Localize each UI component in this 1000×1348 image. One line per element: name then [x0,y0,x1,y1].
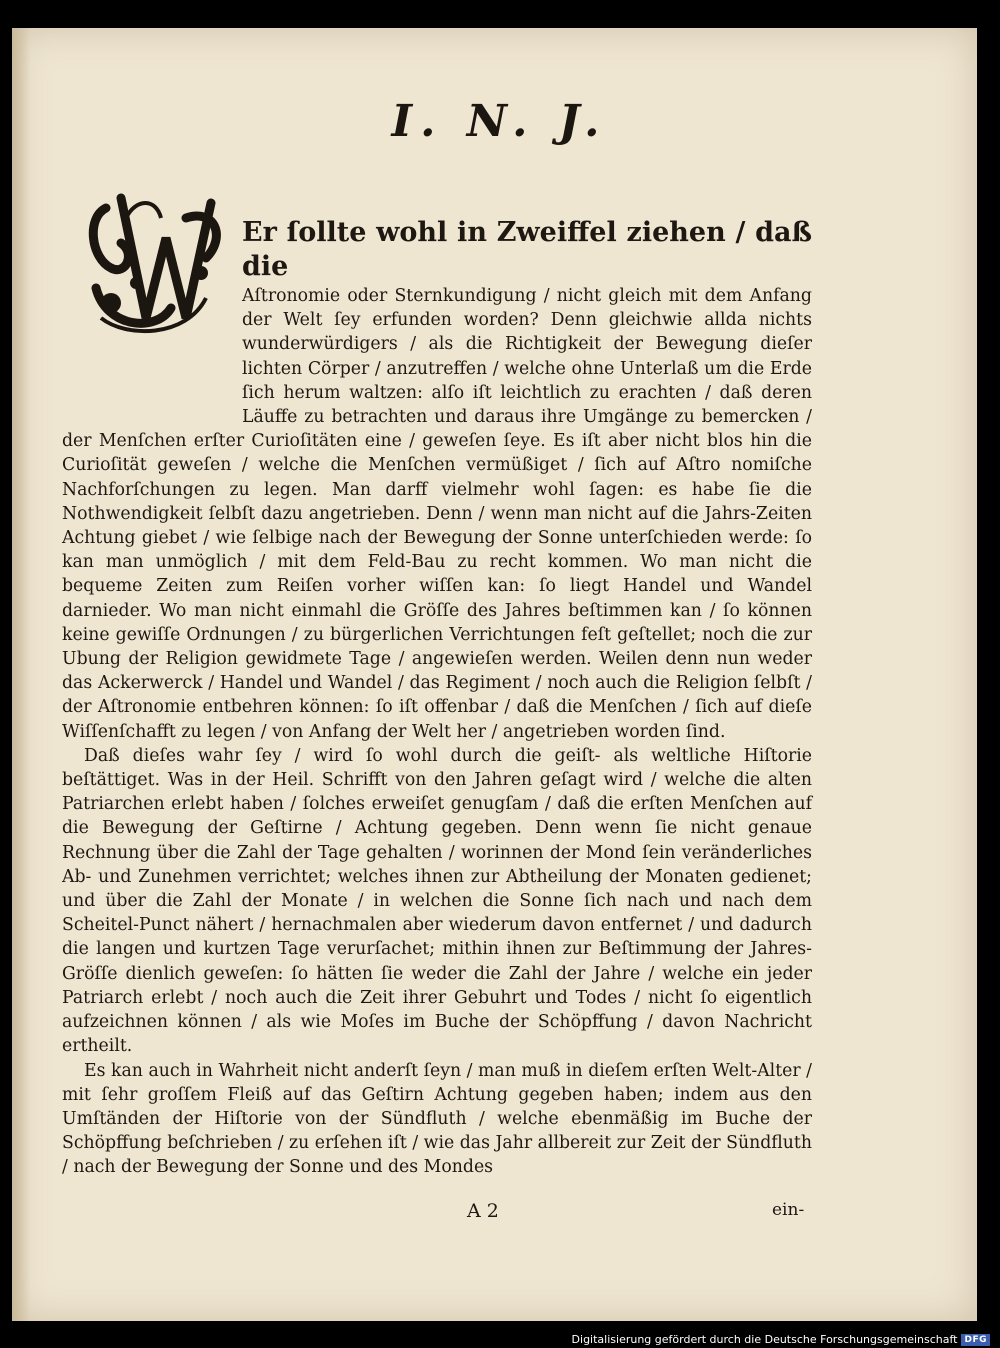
book-page [12,28,977,1321]
paragraph-1: Aſtronomie oder Sternkundigung / nicht gleich mit dem Anfang der Welt ſey erfunden worden? Denn gleichwie allda nichts wunderwürdigers / als die Richtigkeit der Bewegung dieſer lichten Cörper / anzutreffen / welche ohne Unterlaß um die Erde ſich herum waltzen: alſo iſt leichtlich zu erachten / daß deren Läuffe zu betrachten und daraus ihre Umgänge zu bemercken / der Menſchen erſter Curioſitäten eine / geweſen ſeye. Es iſt aber nicht blos hin die Curioſität geweſen / welche die Menſchen vermüßiget / ſich auf Aſtro nomiſche Nachforſchungen zu legen. Man darff vielmehr wohl ſagen: es habe ſie die Nothwendigkeit ſelbſt dazu angetrieben. Denn / wenn man nicht auf die Jahrs-Zeiten Achtung giebet / wie ſelbige nach der Bewegung der Sonne unterſchieden werde: ſo kan man unmöglich / mit dem Feld-Bau zu recht kommen. Wo man nicht die bequeme Zeiten zum Reiſen vorher wiſſen kan: ſo liegt Handel und Wandel darnieder. Wo man nicht einmahl die Gröſſe des Jahres beſtimmen kan / ſo können keine gewiſſe Ordnungen / zu bürgerlichen Verrichtungen feſt geſtellet; noch die zur Ubung der Religion gewidmete Tage / angewieſen werden. Weilen denn nun weder das Ackerwerck / Handel und Wandel / das Regiment / noch auch die Religion ſelbſt / der Aſtronomie entbehren können: ſo iſt offenbar / daß die Menſchen / ſich auf dieſe Wiſſenſchafft zu legen / von Anfang der Welt her / angetrieben worden ſind. [62,286,812,742]
signature-mark: A 2 [467,1200,499,1222]
initial-spacer [62,284,242,406]
paragraph-3: Es kan auch in Wahrheit nicht anderſt ſeyn / man muß in dieſem erſten Welt-Alter / mit ſehr groſſem Fleiß auf das Geſtirn Achtung gegeben haben; indem aus den Umſtänden der Hiſtorie von der Sündfluth / welche ebenmäßig im Buche der Schöpffung beſchrieben / zu erſehen iſt / wie das Jahr allbereit zur Zeit der Sündfluth / nach der Bewegung der Sonne und des Mondes [62,1060,812,1178]
first-line: Er ſollte wohl in Zweiffel ziehen / daß die [242,217,812,282]
page-heading: I. N. J. [391,96,608,147]
digitization-footer [572,1333,990,1346]
catchword: ein- [772,1200,805,1220]
body-text [62,216,812,1180]
paragraph-2: Daß dieſes wahr ſey / wird ſo wohl durch die geiſt- als weltliche Hiſtorie beſtättiget. Was in der Heil. Schrifft von den Jahren geſagt wird / welche die alten Patriarchen erlebt haben / ſolches erweiſet genugſam / daß die erſten Menſchen auf die Bewegung der Geſtirne / Achtung gegeben. Denn wenn ſie nicht genaue Rechnung über die Zahl der Tage gehalten / worinnen der Mond ſein veränderliches Ab- und Zunehmen verrichtet; welches ihnen zur Abtheilung der Monaten gedienet; und über die Zahl der Monate / in welchen die Sonne ſich nach und nach dem Scheitel-Punct nähert / hernachmalen aber wiederum davon entfernet / und dadurch die langen und kurtzen Tage verurſachet; mithin ihnen zur Beſtimmung der Jahres-Gröſſe dienlich geweſen: ſo hätten ſie weder die Zahl der Jahre / welche ein jeder Patriarch erlebt / noch auch die Zeit ihrer Gebuhrt und Todes / nicht ſo eigentlich aufzeichnen können / als wie Moſes im Buche der Schöpffung / davon Nachricht ertheilt. [62,745,812,1057]
dfg-logo-icon: DFG [961,1334,990,1346]
footer-text: Digitalisierung gefördert durch die Deutsche Forschungsgemeinschaft [571,1333,958,1346]
